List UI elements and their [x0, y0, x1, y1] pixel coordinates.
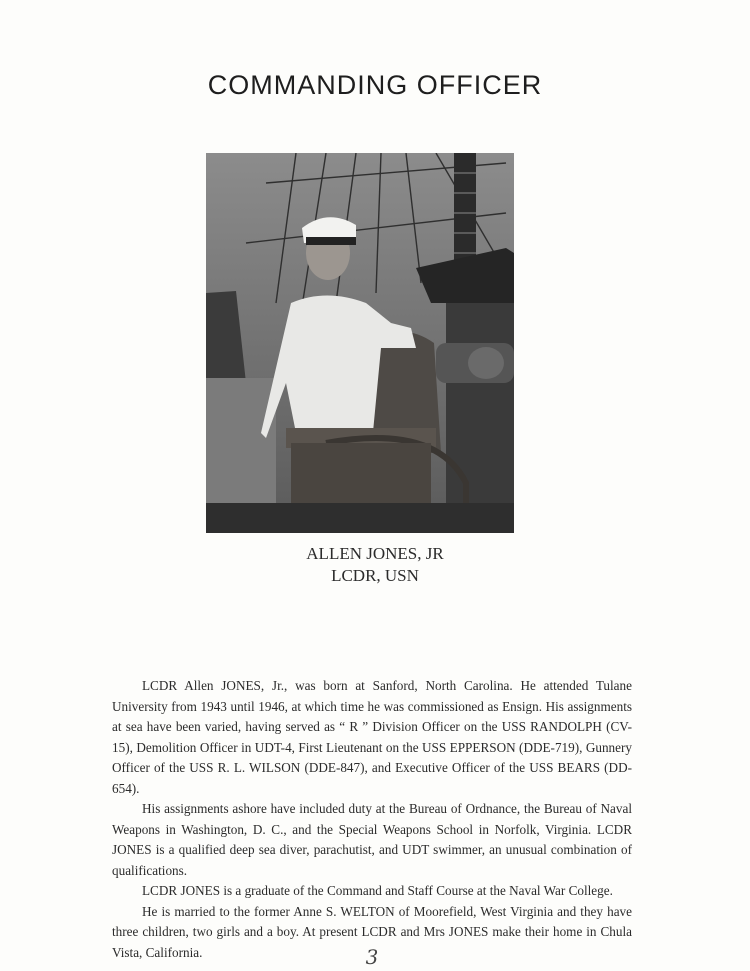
page-number: 3	[365, 945, 379, 969]
bio-paragraph: LCDR Allen JONES, Jr., was born at Sanford, North Carolina. He attended Tulane University from 1943 until 1946, at which time he was commissioned as Ensign. His assignments at sea have been varied, having served as “ R ” Division Officer on the USS RANDOLPH (CV-15), Demolition Officer in UDT-4, First Lieutenant on the USS EPPERSON (DDE-719), Gunnery Officer of the USS R. L. WILSON (DDE-847), and Executive Officer of the USS BEARS (DD-654).	[112, 678, 632, 796]
biography-text	[112, 676, 632, 963]
bio-paragraph: He is married to the former Anne S. WELTON of Moorefield, West Virginia and they have three children, two girls and a boy. At present LCDR and Mrs JONES make their home in Chula Vista, California.	[112, 903, 632, 960]
officer-photo	[206, 153, 514, 533]
officer-photo-illustration	[206, 153, 514, 533]
bio-paragraph: LCDR JONES is a graduate of the Command and Staff Course at the Naval War College.	[142, 883, 613, 898]
bio-paragraph: His assignments ashore have included duty at the Bureau of Ordnance, the Bureau of Naval Weapons in Washington, D. C., and the Special Weapons School in Norfolk, Virginia. LCDR JONES is a qualified deep sea diver, parachutist, and UDT swimmer, an unusual combination of qualifications.	[112, 801, 632, 878]
caption-name: ALLEN JONES, JR	[306, 544, 444, 563]
caption-rank: LCDR, USN	[331, 566, 419, 585]
page-title: COMMANDING OFFICER	[207, 70, 543, 100]
